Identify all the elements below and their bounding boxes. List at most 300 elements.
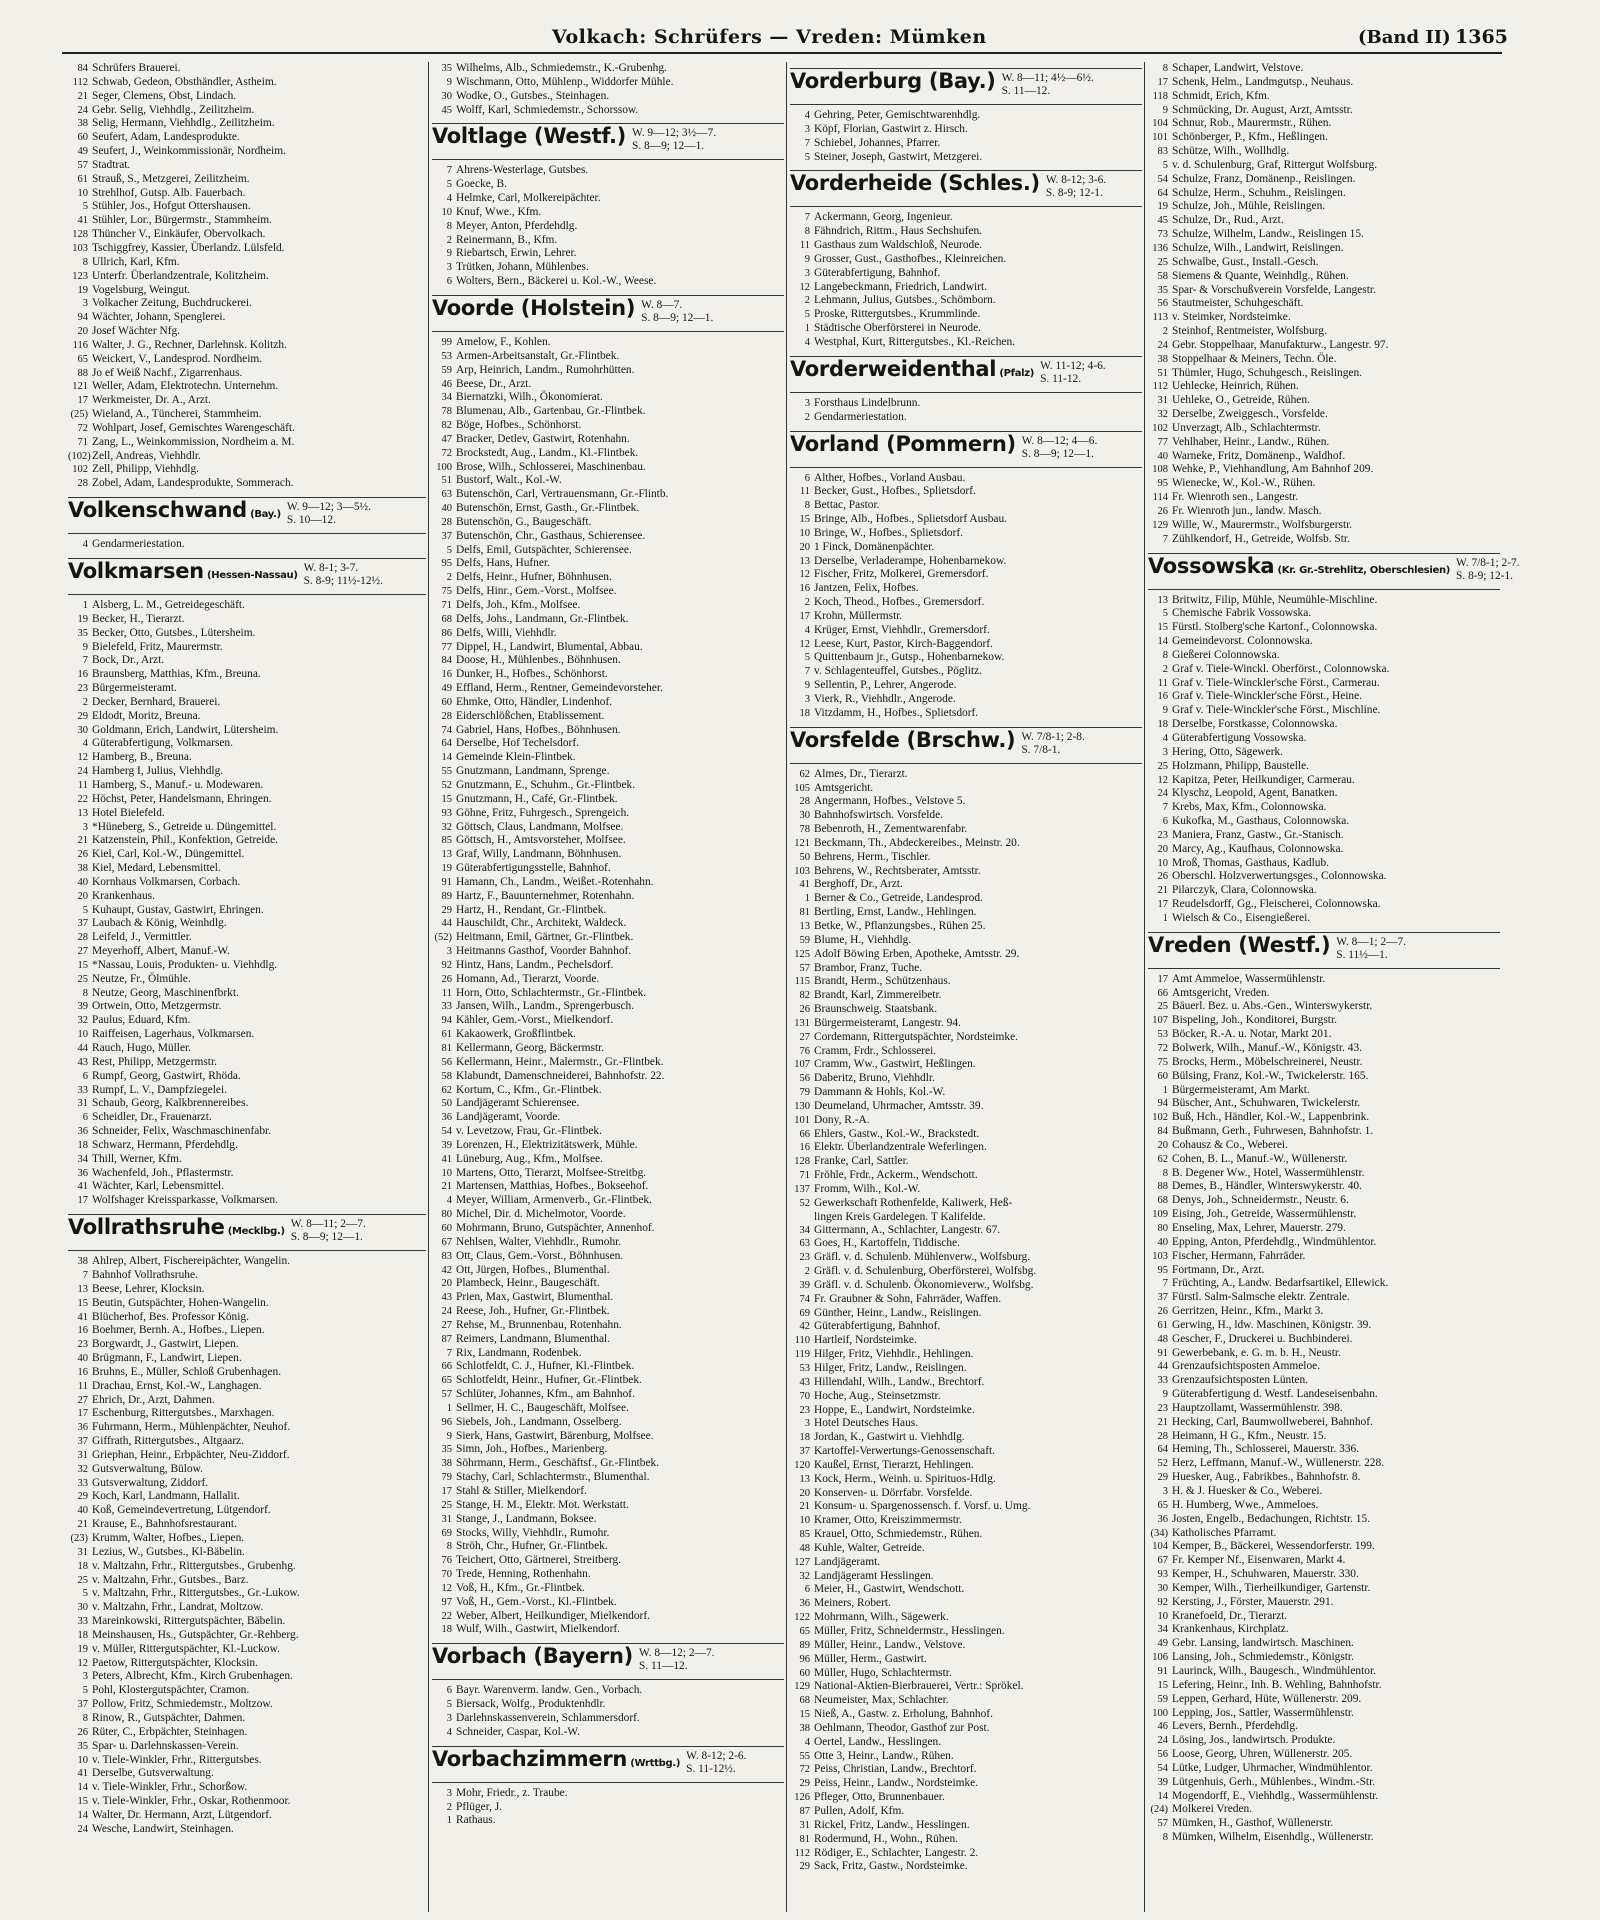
list-item [1148,1707,1500,1721]
subscriber-name: Ehmke, Otto, Händler, Lindenhof. [456,695,613,708]
subscriber-name: Vehlhaber, Heinr., Landw., Rühen. [1172,435,1330,448]
list-item [432,461,784,475]
phone-number: 65 [1157,1499,1168,1511]
subscriber-name: Siebels, Joh., Landmann, Osselberg. [456,1415,622,1428]
weekday-hours: W. 9—12; 3½—7. [631,127,717,140]
sunday-hours: S. 11—12. [638,1660,688,1673]
phone-number: 54 [1157,1762,1168,1774]
list-item [790,1237,1142,1251]
phone-number: 11 [799,240,810,252]
sunday-hours: S. 11-12½. [686,1762,736,1775]
list-item [790,1750,1142,1764]
phone-number: 126 [794,1792,810,1804]
subscriber-name: Kemper, B., Bäckerei, Wessendorferstr. 199. [1172,1540,1375,1553]
subscriber-name: Krause, E., Bahnhofsrestaurant. [92,1518,237,1531]
phone-number: 12 [1157,774,1168,786]
subscriber-name: Oertel, Landw., Hesslingen. [814,1735,942,1748]
phone-number: 53 [799,1362,810,1374]
phone-number: 3 [804,694,810,705]
list-item [432,1540,784,1554]
subscriber-name: Steiner, Joseph, Gastwirt, Metzgerei. [814,150,983,163]
subscriber-name: v. Tiele-Winkler, Frhr., Schorßow. [92,1781,248,1794]
subscriber-name: Ullrich, Karl, Kfm. [92,255,180,268]
subscriber-name: Josef Wächter Nfg. [92,325,181,338]
subscriber-name: Klyschz, Leopold, Agent, Banatken. [1172,787,1338,800]
phone-number: 9 [804,680,810,692]
phone-number: 56 [1157,1749,1168,1761]
list-item [432,1527,784,1541]
weekday-hours: W. 8-12; 2-6. [686,1749,747,1762]
list-item [1148,1347,1500,1361]
phone-number: 64 [441,738,452,750]
phone-number: 16 [799,1142,810,1154]
list-item [1148,870,1500,884]
subscriber-name: Müller, Heinr., Landw., Velstove. [814,1638,966,1651]
subscriber-name: Schulze, Joh., Mühle, Reislingen. [1172,200,1326,213]
phone-number: 72 [1157,1043,1168,1054]
list-item [790,1058,1142,1072]
subscriber-name: Knuf, Wwe., Kfm. [456,205,542,218]
list-item [68,682,426,696]
subscriber-name: Krankenhaus, Kirchplatz. [1172,1623,1289,1636]
subscriber-name: Reese, Joh., Hufner, Gr.-Flintbek. [456,1305,610,1318]
phone-number: 41 [77,1181,88,1193]
list-item [1148,408,1500,422]
subscriber-name: Schulze, Dr., Rud., Arzt. [1172,214,1284,227]
list-item [1148,649,1500,663]
phone-number: 128 [794,1156,810,1168]
phone-number: 9 [804,253,810,265]
list-item [68,1111,426,1125]
list-item [68,724,426,738]
office-hours [686,1750,746,1776]
subscriber-name: Meyer, William, Armenverb., Gr.-Flintbek. [456,1194,652,1207]
phone-number: 29 [77,710,88,722]
weekday-hours: W. 8-1; 3-7. [303,562,359,574]
list-item [790,1307,1142,1321]
list-item [432,76,784,90]
list-item [790,823,1142,837]
list-item [68,159,426,173]
list-item [1148,1430,1500,1444]
list-item [1148,1305,1500,1319]
subscriber-name: Mümken, H., Gasthof, Wüllenerstr. [1172,1817,1334,1830]
list-item [1148,1637,1500,1651]
list-item [432,1610,784,1624]
list-item [790,851,1142,865]
list-item [68,450,426,464]
phone-number: (102) [68,450,91,462]
phone-number: 67 [1157,1555,1168,1567]
subscriber-name: Rest, Philipp, Metzgermstr. [92,1055,217,1068]
subscriber-name: Schnur, Rob., Maurermstr., Rühen. [1172,117,1332,130]
phone-number: 38 [799,1722,810,1734]
subscriber-name: v. Steimker, Nordsteimke. [1172,311,1291,324]
phone-number: 80 [1157,1222,1168,1234]
phone-number: 73 [1157,229,1168,241]
phone-number: 3 [446,1787,452,1799]
list-item [790,1183,1142,1197]
subscriber-name: Pfleger, Otto, Brunnenbauer. [814,1791,945,1804]
phone-number: 4 [804,1736,810,1748]
subscriber-name: Kaußel, Ernst, Tierarzt, Hehlingen. [814,1458,974,1471]
phone-number: 62 [1157,1153,1168,1165]
phone-number: 106 [1152,1652,1168,1664]
phone-number: 56 [799,1073,810,1085]
phone-number: 33 [77,1477,88,1489]
sunday-hours: S. 8-9; 12-1. [1045,187,1103,200]
phone-number: 26 [799,1004,810,1016]
subscriber-name: Grenzaufsichtsposten Ammeloe. [1172,1360,1321,1373]
phone-number: 6 [1162,816,1168,828]
list-item [1148,256,1500,270]
phone-number: 38 [77,863,88,875]
subscriber-name: *Nassau, Louis, Produkten- u. Viehhdlg. [92,958,278,971]
subscriber-name: Kornhaus Volkmarsen, Corbach. [92,875,241,888]
list-item [432,1180,784,1194]
list-item [790,1128,1142,1142]
subscriber-name: Spar- u. Darlehnskassen-Verein. [92,1739,239,1752]
subscriber-name: Katzenstein, Phil., Konfektion, Getreide. [92,834,278,847]
phone-number: 84 [441,655,452,667]
list-item [1148,1097,1500,1111]
phone-number: 30 [77,724,88,736]
phone-number: 16 [77,1325,88,1337]
subscriber-name: Amtsgericht, Vreden. [1172,986,1270,999]
list-item [790,151,1142,165]
town-name: Vorderheide (Schles.) [790,171,1040,196]
phone-number: 28 [799,796,810,808]
list-item [432,571,784,585]
list-item [68,1477,426,1491]
phone-number: 12 [799,638,810,650]
phone-number: 91 [1157,1665,1168,1677]
subscriber-name: Marcy, Ag., Kaufhaus, Colonnowska. [1172,842,1344,855]
phone-number: 2 [1162,663,1168,675]
subscriber-name: Kakaowerk, Großflintbek. [456,1028,576,1041]
list-item [68,793,426,807]
phone-number: 10 [799,527,810,539]
list-item [432,220,784,234]
town-name: Vollrathsruhe (Mecklbg.) [68,1215,285,1240]
subscriber-name: Schneider, Felix, Waschmaschinenfabr. [92,1125,272,1138]
list-item [432,206,784,220]
subscriber-name: Günther, Heinr., Landw., Reislingen. [814,1306,982,1319]
phone-number: 7 [82,1269,88,1281]
phone-number: 34 [1157,1624,1168,1636]
list-item [68,1269,426,1283]
list-item [68,284,426,298]
phone-number: 101 [1152,132,1168,144]
subscriber-name: Fr. Wienroth jun., landw. Masch. [1172,505,1322,517]
phone-number: 7 [804,137,810,149]
phone-number: 24 [1157,788,1168,800]
list-item [68,394,426,408]
phone-number: 69 [799,1307,810,1319]
subscriber-name: Seufert, Adam, Landesprodukte. [92,131,240,144]
phone-number: 8 [804,500,810,512]
phone-number: 9 [1162,104,1168,116]
subscriber-name: Mohr, Friedr., z. Traube. [456,1786,568,1799]
subscriber-name: Schwalbe, Gust., Install.-Gesch. [1172,255,1319,268]
list-item [68,1056,426,1070]
subscriber-name: Beese, Lehrer, Klocksin. [92,1282,205,1295]
list-item [790,568,1142,582]
subscriber-name: v. Tiele-Winkler, Frhr., Oskar, Rothenmoor. [92,1795,291,1808]
phone-number: 40 [441,503,452,515]
phone-number: 12 [799,281,810,293]
subscriber-name: Kiel, Medard, Lebensmittel. [92,862,221,875]
list-item [1148,1610,1500,1624]
subscriber-name: Sellentin, P., Lehrer, Angerode. [814,679,957,692]
list-item [790,665,1142,679]
subscriber-name: Schenk, Helm., Landmgutsp., Neuhaus. [1172,75,1354,88]
phone-number: 112 [1152,381,1168,393]
subscriber-name: Fischer, Fritz, Molkerei, Gremersdorf. [814,568,989,581]
list-item [1148,1554,1500,1568]
list-item [1148,1360,1500,1374]
phone-number: 13 [799,555,810,567]
town-name: Vorderburg (Bay.) [790,69,996,93]
phone-number: 17 [77,395,88,407]
subscriber-name: Fr. Kemper Nf., Eisenwaren, Markt 4. [1172,1554,1346,1567]
subscriber-name: Schulze, Franz, Domänenp., Reislingen. [1172,172,1356,185]
phone-number: 17 [1157,76,1168,88]
list-item [790,1625,1142,1639]
phone-number: 63 [441,489,452,501]
subscriber-name: Heming, Th., Schlosserei, Mauerstr. 336. [1172,1443,1360,1456]
town-heading [790,170,1142,207]
phone-number: 31 [441,1513,452,1525]
list-item [790,989,1142,1003]
phone-number: 60 [799,1667,810,1679]
list-item [790,1017,1142,1031]
subscriber-name: Otte 3, Heinr., Landw., Rühen. [814,1749,954,1762]
subscriber-name: Wächter, Johann, Spenglerei. [92,311,226,324]
subscriber-name: Gescher, F., Druckerei u. Buchbinderei. [1172,1332,1353,1345]
phone-number: 100 [1152,1707,1168,1719]
subscriber-name: Delfs, Hinr., Gem.-Vorst., Molfsee. [456,585,617,598]
phone-number: 2 [446,234,452,246]
subscriber-name: Maniera, Franz, Gastw., Gr.-Stanisch. [1172,828,1344,841]
list-item [432,1277,784,1291]
subscriber-name: Unverzagt, Alb., Schlachtermstr. [1172,421,1321,434]
subscriber-name: Gutsverwaltung, Bülow. [92,1462,203,1475]
list-item [68,1311,426,1325]
subscriber-name: Bußmann, Gerh., Fuhrwesen, Bahnhofstr. 1. [1172,1125,1374,1138]
list-item [1148,884,1500,898]
subscriber-name: Thill, Werner, Kfm. [92,1152,182,1165]
subscriber-name: Hecking, Carl, Baumwollweberei, Bahnhof. [1172,1415,1373,1428]
list-item [1148,704,1500,718]
list-item [68,1167,426,1181]
list-item [1148,1443,1500,1457]
subscriber-name: Armen-Arbeitsanstalt, Gr.-Flintbek. [456,349,620,362]
subscriber-name: Gemeindevorst. Colonnowska. [1172,635,1313,648]
subscriber-name: Stahl & Stiller, Mielkendorf. [456,1485,587,1497]
phone-number: 2 [446,1801,452,1813]
list-item [790,253,1142,267]
list-item [1148,1264,1500,1278]
subscriber-name: Hering, Otto, Sägewerk. [1172,745,1284,758]
subscriber-name: Schrüfers Brauerei. [92,62,181,74]
list-item [790,1431,1142,1445]
weekday-hours: W. 8—12; 4—6. [1021,434,1098,447]
phone-number: 39 [441,1139,452,1151]
phone-number: 5 [82,201,88,213]
list-item [68,1698,426,1712]
list-item [432,1554,784,1568]
subscriber-name: Demes, B., Händler, Winterswykerstr. 40. [1172,1180,1362,1193]
column-2 [432,62,784,1912]
list-item [1148,774,1500,788]
list-item [432,350,784,364]
subscriber-name: Zang, L., Weinkommission, Nordheim a. M. [92,435,295,448]
list-item [790,582,1142,596]
list-item [1148,677,1500,691]
subscriber-name: Butenschön, G., Baugeschäft. [456,515,592,528]
phone-number: (34) [1150,1527,1168,1539]
subscriber-name: Weller, Adam, Elektrotechn. Unternehm. [92,380,279,393]
subscriber-name: Bürgermeisteramt, Am Markt. [1172,1083,1310,1096]
subscriber-name: Elektr. Überlandzentrale Weferlingen. [814,1141,987,1154]
subscriber-name: Rehse, M., Brunnenbau, Rotenhahn. [456,1318,622,1331]
list-item [432,1333,784,1347]
subscriber-name: Dunker, H., Hofbes., Schönhorst. [456,668,608,681]
subscriber-name: Lorenzen, H., Elektrizitätswerk, Mühle. [456,1138,638,1151]
phone-number: 10 [1157,1610,1168,1622]
subscriber-name: Scheidler, Dr., Frauenarzt. [92,1111,212,1124]
subscriber-name: Meyerhoff, Albert, Manuf.-W. [92,945,230,958]
list-item [432,751,784,765]
subscriber-name: Wehke, P., Viehhandlung, Am Bahnhof 209. [1172,463,1374,476]
subscriber-name: Berner & Co., Getreide, Landesprod. [814,892,983,905]
list-item [432,821,784,835]
town-name: Voltlage (Westf.) [432,124,626,149]
list-item [790,707,1142,721]
list-item [1148,270,1500,284]
subscriber-name: Gerritzen, Heinr., Kfm., Markt 3. [1172,1305,1324,1318]
phone-number: 57 [799,962,810,974]
list-item [68,1194,426,1208]
list-item [1148,533,1500,547]
phone-number: 6 [446,1685,452,1697]
phone-number: 9 [1162,1389,1168,1401]
subscriber-name: Beutin, Gutspächter, Hohen-Wangelin. [92,1296,269,1309]
phone-number: 29 [799,1778,810,1790]
list-item [432,945,784,959]
phone-number: 38 [77,1256,88,1268]
subscriber-name: Lefering, Heinr., Inh. B. Wehling, Bahnhofstr. [1172,1678,1382,1691]
phone-number: (24) [1150,1804,1168,1816]
list-item [1148,62,1500,76]
subscriber-name: Behrens, Herm., Tischler. [814,850,931,863]
list-item [432,1291,784,1305]
phone-number: 19 [77,1643,88,1655]
list-item [432,378,784,392]
phone-number: 123 [72,270,88,282]
list-item [432,1305,784,1319]
subscriber-name: Prien, Max, Gastwirt, Blumenthal. [456,1291,614,1304]
subscriber-name: Konsum- u. Spargenossensch. f. Vorsf. u. Umg. [814,1500,1031,1513]
subscriber-name: Klabundt, Damenschneiderei, Bahnhofstr. 22. [456,1069,665,1082]
subscriber-name: Kuhaupt, Gustav, Gastwirt, Ehringen. [92,903,264,916]
phone-number: 40 [77,1353,88,1365]
list-item [432,1014,784,1028]
phone-number: 77 [441,641,452,653]
subscriber-name: Güterabfertigungsstelle, Bahnhof. [456,862,611,875]
subscriber-name: Schütze, Wilh., Wollhdlg. [1172,145,1290,158]
list-item [790,651,1142,665]
phone-number: 10 [441,1167,452,1179]
list-item [68,1532,426,1546]
list-item [68,339,426,353]
phone-number: 2 [804,411,810,423]
subscriber-name: Bispeling, Joh., Konditorei, Burgstr. [1172,1014,1337,1027]
subscriber-name: Stadtrat. [92,158,131,171]
phone-number: 26 [77,1726,88,1738]
office-hours [287,501,371,527]
list-item [790,596,1142,610]
phone-number: 91 [1157,1347,1168,1359]
subscriber-name: Bruhns, E., Müller, Schloß Grubenhagen. [92,1365,282,1378]
phone-number: 7 [82,655,88,667]
list-item [432,1499,784,1513]
list-item [1148,1194,1500,1208]
subscriber-name: Zell, Andreas, Viehhdlr. [92,449,201,462]
subscriber-name: Amt Ammeloe, Wassermühlenstr. [1172,972,1326,985]
phone-number: 136 [1152,242,1168,254]
list-item [1148,829,1500,843]
subscriber-name: Peiss, Christian, Landw., Brechtorf. [814,1763,977,1776]
subscriber-name: Graf, Willy, Landmann, Böhnhusen. [456,848,622,861]
subscriber-name: H. Humberg, Wwe., Ammeloes. [1172,1498,1319,1511]
list-item [432,917,784,931]
phone-number: 7 [446,1347,452,1359]
list-item [790,1169,1142,1183]
subscriber-name: Wolfshager Kreissparkasse, Volkmarsen. [92,1194,278,1207]
subscriber-name: Müller, Fritz, Schneidermstr., Hesslingen. [814,1625,1005,1637]
list-item [1148,973,1500,987]
phone-number: 127 [794,1556,810,1568]
phone-number: 70 [441,1569,452,1581]
subscriber-name: Kähler, Gem.-Vorst., Mielkendorf. [456,1014,614,1027]
office-hours [1456,557,1520,583]
phone-number: 68 [441,613,452,625]
phone-number: 25 [1157,1001,1168,1013]
subscriber-name: Quittenbaum jr., Gutsp., Hohenbarnekow. [814,651,1005,664]
list-item [1148,1208,1500,1222]
list-item [432,336,784,350]
subscriber-name: Rüter, C., Erbpächter, Steinhagen. [92,1725,248,1738]
list-item [790,1819,1142,1833]
phone-number: 28 [77,478,88,490]
subscriber-name: Schmidt, Erich, Kfm. [1172,89,1270,102]
phone-number: 4 [82,738,88,750]
subscriber-name: Hilger, Fritz, Viehhdlr., Hehlingen. [814,1348,974,1361]
subscriber-name: Güterabfertigung, Bahnhof. [814,1320,941,1333]
list-item [68,973,426,987]
list-item [790,1045,1142,1059]
subscriber-name: Eising, Joh., Getreide, Wassermühlenstr. [1172,1208,1357,1221]
phone-number: 116 [72,339,88,351]
phone-number: 30 [799,810,810,822]
list-item [68,1180,426,1194]
subscriber-name: Kellermann, Heinr., Malermstr., Gr.-Flintbek. [456,1055,664,1068]
phone-number: 5 [1162,608,1168,620]
list-item [1148,380,1500,394]
phone-number: 4 [804,336,810,348]
